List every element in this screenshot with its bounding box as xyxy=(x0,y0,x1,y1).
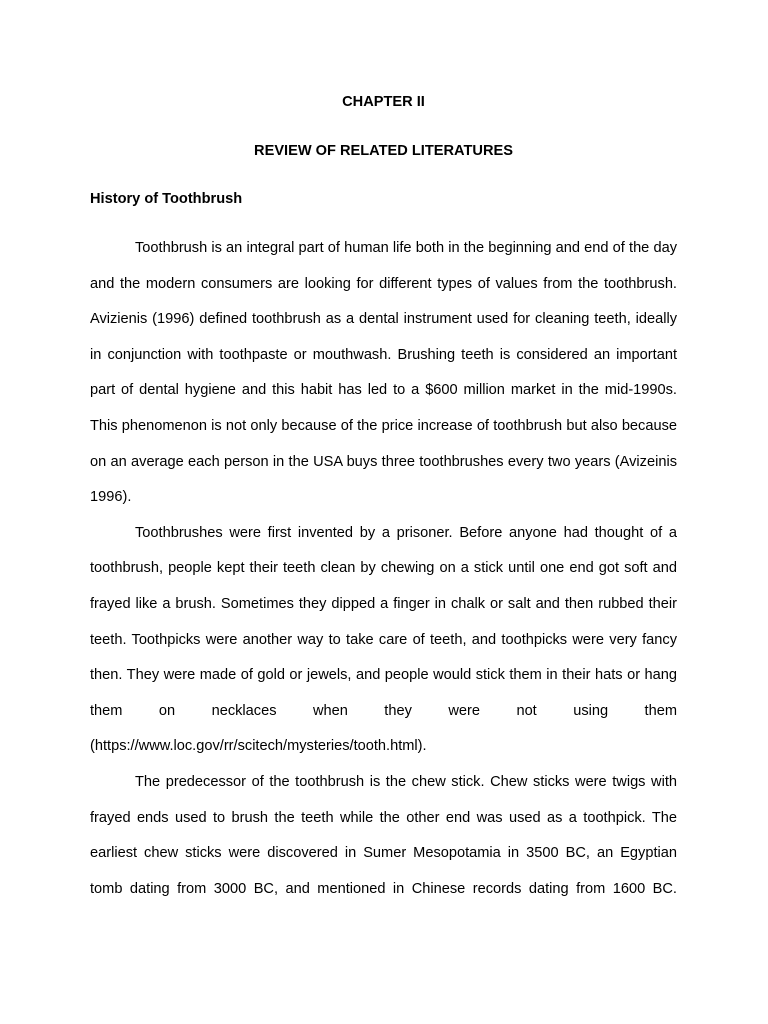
section-heading: History of Toothbrush xyxy=(90,191,243,207)
paragraph-2: Toothbrushes were first invented by a prisoner. Before anyone had thought of a toothbrush, people kept their teeth clean by chewing on a stick until one end got soft and frayed like a brush. Sometimes they dipped a finger in chalk or salt and then rubbed their teeth. Toothpicks were another way to take care of teeth, and toothpicks were very fancy then. They were made of gold or jewels, and people would stick them in their hats or hang them on necklaces when they were not using them (https://www.loc.gov/rr/scitech/mysteries/tooth.html). xyxy=(90,524,677,755)
paragraph-1: Toothbrush is an integral part of human life both in the beginning and end of the day and the modern consumers are looking for different types of values from the toothbrush. Avizienis (1996) defined toothbrush as a dental instrument used for cleaning teeth, ideally in conjunction with toothpaste or mouthwash. Brushing teeth is considered an important part of dental hygiene and this habit has led to a $600 million market in the mid-1990s. This phenomenon is not only because of the price increase of toothbrush but also because on an average each person in the USA buys three toothbrushes every two years (Avizeinis 1996). xyxy=(90,240,677,506)
chapter-title: REVIEW OF RELATED LITERATURES xyxy=(254,143,513,159)
body-text xyxy=(90,231,677,907)
paragraph-3: The predecessor of the toothbrush is the chew stick. Chew sticks were twigs with frayed ends used to brush the teeth while the other end was used as a toothpick. The earliest chew sticks were discovered in Sumer Mesopotamia in 3500 BC, an Egyptian tomb dating from 3000 BC, and mentioned in Chinese records dating from 1600 BC. xyxy=(90,773,677,897)
document-page xyxy=(90,0,677,1024)
chapter-label: CHAPTER II xyxy=(342,94,425,110)
